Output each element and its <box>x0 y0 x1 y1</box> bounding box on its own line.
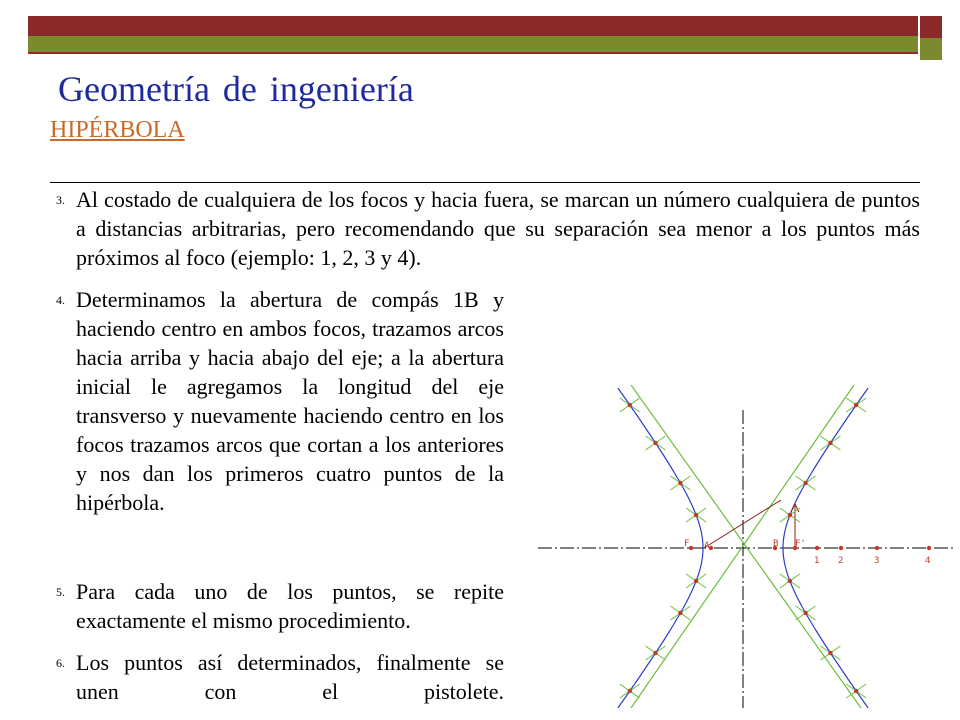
top-decorative-bar <box>28 16 918 54</box>
label-vertex-left: A <box>704 541 710 551</box>
page-subtitle: HIPÉRBOLA <box>50 117 185 143</box>
label-point-3: 3 <box>874 556 880 566</box>
axis-point <box>709 546 713 550</box>
title-divider <box>50 182 920 183</box>
item-number: 4. <box>56 293 65 307</box>
item-text: Determinamos la abertura de compás 1B y haciendo centro en ambos focos, trazamos arcos hacia arriba y hacia abajo del eje; a la abertura inicial le agregamos la longitud del eje transverso y nuevamente haciendo centro en los focos trazamos arcos que cortan a los anteriores y nos dan los primeros cuatro puntos de la hipérbola. <box>76 287 504 515</box>
item-number: 5. <box>56 585 65 599</box>
list-item <box>56 185 920 272</box>
label-point-4: 4 <box>925 556 931 566</box>
corner-decoration <box>920 16 942 38</box>
hyperbola-point <box>678 611 682 615</box>
item-text: Al costado de cualquiera de los focos y hacia fuera, se marcan un número cualquiera de puntos a distancias arbitrarias, pero recomendando que su separación sea menor a los puntos más próximos al foco (ejemplo: 1, 2, 3 y 4). <box>76 187 920 270</box>
hyperbola-point <box>694 513 698 517</box>
item-text: Los puntos así determinados, finalmente se unen con el pistolete. <box>76 650 504 704</box>
top-bar-stripe <box>28 36 918 52</box>
label-vertex-right: B <box>773 539 779 549</box>
item-number: 6. <box>56 656 65 670</box>
label-focus-left: F <box>684 539 690 549</box>
list-item <box>56 577 504 635</box>
list-item <box>56 285 504 517</box>
hyperbola-point <box>788 579 792 583</box>
list-item <box>56 648 504 706</box>
hyperbola-point <box>854 403 858 407</box>
hyperbola-point <box>694 579 698 583</box>
hyperbola-point <box>653 441 657 445</box>
hyperbola-point <box>828 441 832 445</box>
hyperbola-point <box>803 481 807 485</box>
hyperbola-point <box>653 651 657 655</box>
hyperbola-point <box>628 689 632 693</box>
axis-point <box>875 546 879 550</box>
label-point-2: 2 <box>838 556 844 566</box>
figure-axes <box>538 410 954 708</box>
item-text: Para cada uno de los puntos, se repite exactamente el mismo procedimiento. <box>76 579 504 633</box>
hyperbola-point <box>628 403 632 407</box>
label-focus-right: F' <box>795 539 806 549</box>
axis-point <box>839 546 843 550</box>
axis-point <box>689 546 693 550</box>
axis-point <box>927 546 931 550</box>
corner-decoration-bottom <box>920 38 942 60</box>
hyperbola-point <box>828 651 832 655</box>
item-number: 3. <box>56 193 65 207</box>
hyperbola-point <box>678 481 682 485</box>
hyperbola-point <box>854 689 858 693</box>
page-title: Geometría de ingeniería <box>58 69 414 109</box>
axis-point <box>815 546 819 550</box>
hyperbola-construction-figure <box>536 380 956 710</box>
hyperbola-point <box>803 611 807 615</box>
label-point-1: 1 <box>814 556 820 566</box>
hyperbola-point <box>788 513 792 517</box>
